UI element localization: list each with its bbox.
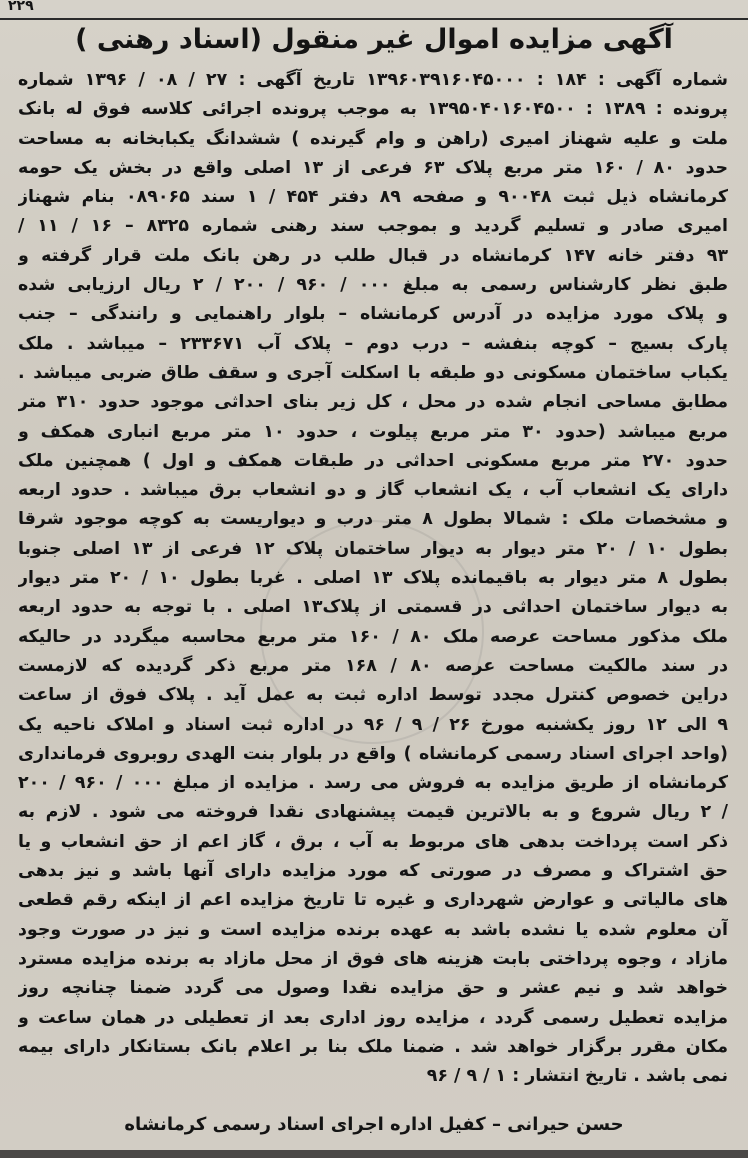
page-number: ۲۲۹ [8, 0, 34, 14]
body-line: ۹۳ دفتر خانه ۱۴۷ کرمانشاه در قبال طلب در رهن بانک ملت قرار گرفته و [18, 245, 728, 266]
body-line: امیری صادر و تسلیم گردید و بموجب سند رهنی شماره ۸۳۲۵ – ۱۶ / ۱۱ / [18, 216, 728, 237]
body-line: حق اشتراک و مصرف در صورتی که مورد مزایده دارای آنها باشد و نیز بدهی [18, 861, 728, 882]
body-line: بطول ۸ متر دیوار به باقیمانده پلاک ۱۳ اصلی . غربا بطول ۱۰ / ۲۰ متر دیوار [18, 568, 728, 589]
body-line: مزایده تعطیل رسمی گردد ، مزایده روز اداری بعد از تعطیلی در همان ساعت و [18, 1007, 728, 1028]
body-line: ۹ الی ۱۲ روز یکشنبه مورخ ۲۶ / ۹ / ۹۶ در اداره ثبت اسناد و املاک ناحیه یک [18, 714, 728, 735]
body-line: / ۲ ریال شروع و به بالاترین قیمت پیشنهادی نقدا فروخته می شود . لازم به [18, 802, 728, 823]
body-line: کرمانشاه از طریق مزایده به فروش می رسد . مزایده از مبلغ ۰۰۰ / ۹۶۰ / ۲۰۰ [18, 773, 728, 794]
body-line: به دیوار ساختمان احداثی در قسمتی از پلاک۱۳ اصلی . با توجه به حدود اربعه [18, 597, 728, 618]
body-line: خواهد شد و نیم عشر و حق مزایده نقدا وصول می گردد ضمنا چنانچه روز [18, 978, 728, 999]
body-line: مازاد ، وجوه پرداختی بابت هزینه های فوق از محل مازاد به برنده مزایده مسترد [18, 948, 728, 969]
body-line: مطابق مساحی انجام شده در محل ، کل زیر بنای احداثی موجود حدود ۳۱۰ متر [18, 392, 728, 413]
body-line: حدود ۸۰ / ۱۶۰ متر مربع پلاک ۶۳ فرعی از ۱۳ اصلی واقع در بخش یک حومه [18, 157, 728, 178]
body-line: در سند مالکیت مساحت عرصه ۸۰ / ۱۶۸ متر مربع ذکر گردیده که لازمست [18, 655, 728, 676]
body-line: شماره آگهی : ۱۸۴ : ۱۳۹۶۰۳۹۱۶۰۴۵۰۰۰ تاریخ آگهی : ۲۷ / ۰۸ / ۱۳۹۶ شماره [18, 70, 728, 90]
body-line: ملک مذکور مساحت عرصه ملک ۸۰ / ۱۶۰ متر مربع محاسبه میگردد در حالیکه [18, 626, 728, 647]
body-line: مربع میباشد (حدود ۳۰ متر مربع پیلوت ، حدود ۱۰ متر مربع انباری همکف و [18, 421, 728, 442]
notice-title: آگهی مزایده اموال غیر منقول (اسناد رهنی ) [75, 24, 673, 55]
notice-body [18, 66, 728, 1091]
body-line: حدود ۲۷۰ متر مربع مسکونی احداثی در طبقات همکف و اول ) همچنین ملک [18, 450, 728, 471]
body-line: های مالیاتی و عوارض شهرداری و غیره تا تاریخ مزایده اعم از اینکه رقم قطعی [18, 890, 728, 911]
body-line: دراین خصوص کنترل مجدد توسط اداره ثبت به عمل آید . پلاک فوق از ساعت [18, 685, 728, 706]
signature-line: حسن حیرانی – کفیل اداره اجرای اسناد رسمی کرمانشاه [124, 1114, 624, 1135]
body-line: مکان مقرر برگزار خواهد شد . ضمنا ملک بنا بر اعلام بانک بستانکار دارای بیمه [18, 1036, 728, 1057]
body-line: نمی باشد . تاریخ انتشار : ۱ / ۹ / ۹۶ [426, 1066, 728, 1087]
body-line: ذکر است پرداخت بدهی های مربوط به آب ، برق ، گاز اعم از حق انشعاب و یا [18, 831, 728, 852]
body-line: پرونده : ۱۳۸۹ : ۱۳۹۵۰۴۰۱۶۰۴۵۰۰ به موجب پرونده اجرائی کلاسه فوق له بانک [18, 99, 728, 120]
body-line: و پلاک مورد مزایده در آدرس کرمانشاه – بلوار راهنمایی و رانندگی – جنب [18, 304, 728, 325]
body-line: پارک بسیج – کوچه بنفشه – درب دوم – پلاک آب ۲۳۳۶۷۱ – میباشد . ملک [18, 333, 728, 354]
body-line: (واحد اجرای اسناد رسمی کرمانشاه ) واقع در بلوار بنت الهدی روبروی فرمانداری [18, 743, 728, 764]
body-line: یکباب ساختمان مسکونی دو طبقه با اسکلت آجری و سقف طاق ضربی میباشد . [18, 362, 728, 383]
top-rule [0, 0, 748, 20]
body-line: دارای یک انشعاب آب ، یک انشعاب گاز و دو انشعاب برق میباشد . حدود اربعه [18, 480, 728, 501]
body-line: ملت و علیه شهناز امیری (راهن و وام گیرنده ) ششدانگ یکبابخانه به مساحت [18, 128, 728, 149]
body-line: طبق نظر کارشناس رسمی به مبلغ ۰۰۰ / ۹۶۰ / ۲۰۰ / ۲ ریال ارزیابی شده [18, 275, 728, 296]
body-line: بطول ۱۰ / ۲۰ متر دیوار به دیوار ساختمان پلاک ۱۲ فرعی از ۱۳ اصلی جنوبا [18, 538, 728, 559]
bottom-rule [0, 1150, 748, 1158]
body-line: آن معلوم شده یا نشده باشد به عهده برنده مزایده است و نیز در صورت وجود [18, 919, 728, 940]
body-line: و مشخصات ملک : شمالا بطول ۸ متر درب و دیواریست به کوچه موجود شرقا [18, 509, 728, 530]
body-line: کرمانشاه ذیل ثبت ۹۰۰۴۸ و صفحه ۸۹ دفتر ۴۵۴ / ۱ سند ۰۸۹۰۶۵ بنام شهناز [18, 187, 728, 208]
